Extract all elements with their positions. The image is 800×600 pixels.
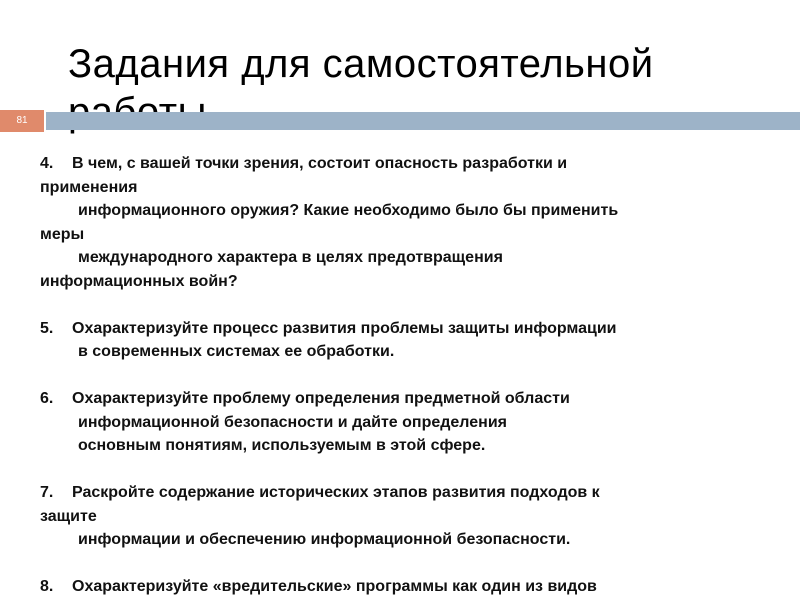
task-item-4-line-5: международного характера в целях предотвращения [78, 249, 503, 266]
task-item-5-line-1 [40, 317, 780, 341]
task-item-7-line-2: защите [40, 507, 97, 525]
task-item-8-line-1 [40, 575, 780, 599]
task-list [40, 152, 780, 599]
spacer [40, 458, 780, 482]
task-number: 4. [40, 155, 54, 172]
task-item-6-line-1 [40, 387, 780, 411]
task-item-4-line-4: меры [40, 225, 85, 243]
spacer [40, 552, 780, 576]
task-number: 6. [40, 390, 54, 407]
task-item-6-line-3: основным понятиям, используемым в этой сфере. [78, 437, 486, 454]
spacer [40, 293, 780, 317]
task-item-6-line-2: информационной безопасности и дайте определения [78, 413, 507, 431]
task-item-4-line-1 [40, 152, 780, 176]
task-item-7-line-1 [40, 481, 780, 505]
task-text: В чем, с вашей точки зрения, состоит опасность разработки и [72, 155, 568, 172]
task-number: 8. [40, 578, 54, 595]
title-accent-bar [46, 112, 800, 130]
task-item-4-line-2: применения [40, 178, 138, 196]
task-text: Охарактеризуйте «вредительские» программы как один из видов [72, 578, 597, 595]
slide-title-line-1: Задания для самостоятельной [68, 42, 654, 86]
spacer [40, 364, 780, 388]
task-item-4-line-6: информационных войн? [40, 272, 238, 290]
task-text: Охарактеризуйте проблему определения предметной области [72, 390, 570, 407]
task-item-4-line-3: информационного оружия? Какие необходимо было бы применить [78, 202, 619, 219]
task-item-7-line-3: информации и обеспечению информационной безопасности. [78, 531, 571, 548]
task-number: 7. [40, 484, 54, 501]
task-text: Раскройте содержание исторических этапов развития подходов к [72, 484, 600, 501]
task-text: Охарактеризуйте процесс развития проблемы защиты информации [72, 319, 617, 337]
task-number: 5. [40, 319, 54, 337]
task-item-5-line-2: в современных системах ее обработки. [78, 343, 395, 360]
page-number-badge: 81 [0, 110, 44, 132]
